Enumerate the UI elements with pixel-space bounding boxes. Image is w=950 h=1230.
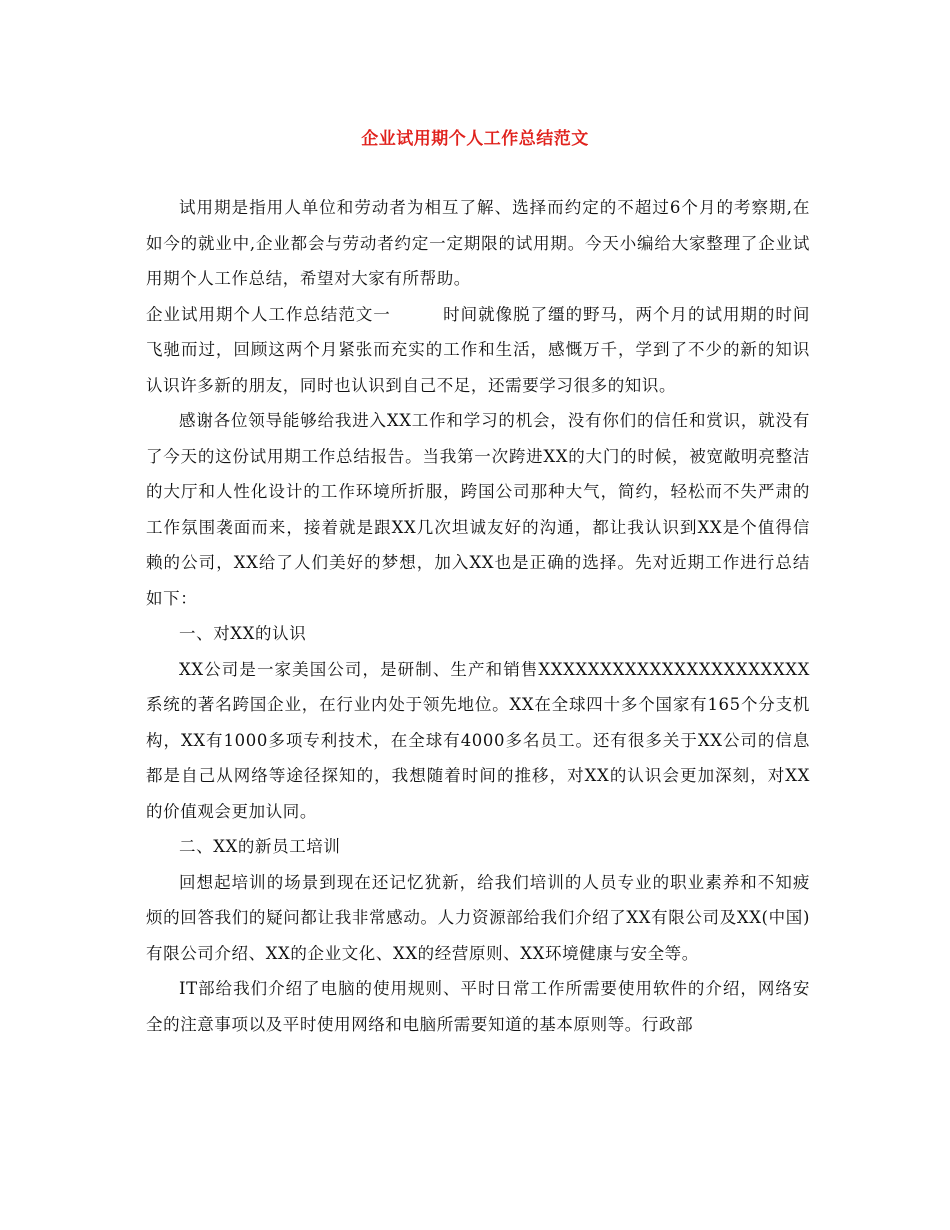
document-body [146, 190, 810, 1042]
section-lead-text: 时间就像脱了缰的野马，两个月的试用期的时间飞驰而过，回顾这两个月紧张而充实的工作和生活，感慨万千，学到了不少的新的知识认识许多新的朋友，同时也认识到自己不足，还需要学习很多的知识。 [146, 304, 810, 395]
document-title: 企业试用期个人工作总结范文 [361, 129, 589, 149]
thanks-paragraph: 感谢各位领导能够给我进入XX工作和学习的机会，没有你们的信任和赏识，就没有了今天的这份试用期工作总结报告。当我第一次跨进XX的大门的时候，被宽敞明亮整洁的大厅和人性化设计的工作环境所折服，跨国公司那种大气，简约，轻松而不失严肃的工作氛围袭面而来，接着就是跟XX几次坦诚友好的沟通，都让我认识到XX是个值得信赖的公司，XX给了人们美好的梦想，加入XX也是正确的选择。先对近期工作进行总结如下： [146, 411, 810, 608]
intro-paragraph: 试用期是指用人单位和劳动者为相互了解、选择而约定的不超过6个月的考察期,在如今的就业中,企业都会与劳动者约定一定期限的试用期。今天小编给大家整理了企业试用期个人工作总结，希望对大家有所帮助。 [146, 198, 810, 288]
section-heading: 企业试用期个人工作总结范文一 [146, 304, 391, 324]
training-paragraph: 回想起培训的场景到现在还记忆犹新，给我们培训的人员专业的职业素养和不知疲烦的回答我们的疑问都让我非常感动。人力资源部给我们介绍了XX有限公司及XX(中国)有限公司介绍、XX的企业文化、XX的经营原则、XX环境健康与安全等。 [146, 872, 810, 963]
heading-new-employee-training: 二、XX的新员工培训 [179, 837, 341, 856]
section-one-paragraph [146, 297, 810, 404]
company-paragraph: XX公司是一家美国公司，是研制、生产和销售XXXXXXXXXXXXXXXXXXXXXX系统的著名跨国企业，在行业内处于领先地位。XX在全球四十多个国家有165个分支机构，XX有1000多项专利技术，在全球有4000多名员工。还有很多关于XX公司的信息都是自己从网络等途径探知的，我想随着时间的推移，对XX的认识会更加深刻，对XX的价值观会更加认同。 [146, 659, 810, 821]
heading-company-recognition: 一、对XX的认识 [179, 624, 307, 643]
it-paragraph: IT部给我们介绍了电脑的使用规则、平时日常工作所需要使用软件的介绍，网络安全的注意事项以及平时使用网络和电脑所需要知道的基本原则等。行政部 [146, 979, 810, 1034]
